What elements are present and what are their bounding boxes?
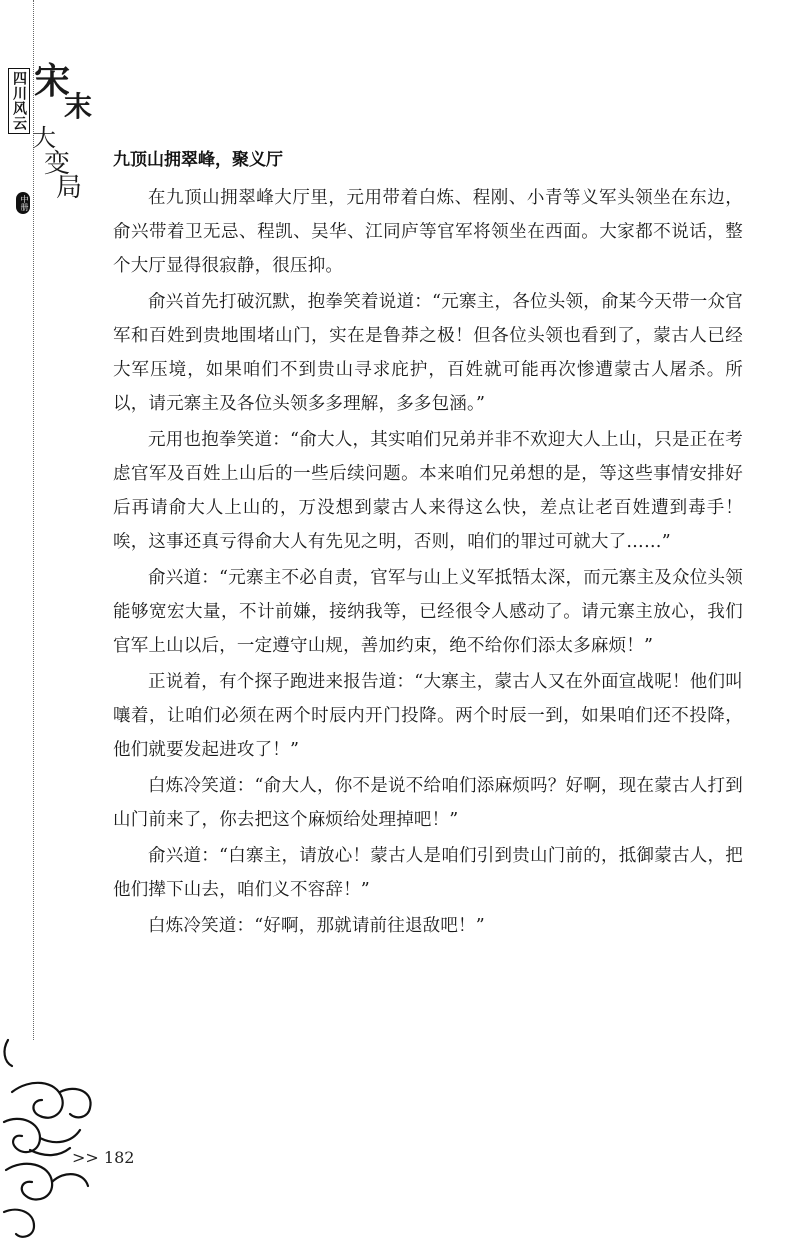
section-title: 九顶山拥翠峰，聚义厅 [113, 150, 283, 170]
paragraph-8: 白炼冷笑道：“好啊，那就请前往退敌吧！” [148, 916, 485, 936]
series-label: 四川风云 [8, 68, 30, 134]
paragraph-1: 在九顶山拥翠峰大厅里，元用带着白炼、程刚、小青等义军头领坐在东边，俞兴带着卫无忌、程凯、吴华、江同庐等官军将领坐在西面。大家都不说话，整个大厅显得很寂静，很压抑。 [113, 188, 743, 276]
volume-badge: 中册 [16, 192, 30, 214]
page-number: >> 182 [72, 1148, 135, 1167]
paragraph-3: 元用也抱拳笑道：“俞大人，其实咱们兄弟并非不欢迎大人上山，只是正在考虑官军及百姓上山后的一些后续问题。本来咱们兄弟想的是，等这些事情安排好后再请俞大人上山的，万没想到蒙古人来得这么快，差点让老百姓遭到毒手！唉，这事还真亏得俞大人有先见之明，否则，咱们的罪过可就大了……” [113, 430, 743, 552]
paragraph-4: 俞兴道：“元寨主不必自责，官军与山上义军抵牾太深，而元寨主及众位头领能够宽宏大量，不计前嫌，接纳我等，已经很令人感动了。请元寨主放心，我们官军上山以后，一定遵守山规，善加约束，绝不给你们添太多麻烦！” [113, 568, 743, 656]
paragraph-7: 俞兴道：“白寨主，请放心！蒙古人是咱们引到贵山门前的，抵御蒙古人，把他们撵下山去，咱们义不容辞！” [113, 846, 743, 900]
paragraph-6: 白炼冷笑道：“俞大人，你不是说不给咱们添麻烦吗？好啊，现在蒙古人打到山门前来了，你去把这个麻烦给处理掉吧！” [113, 776, 743, 830]
book-title-char-3: 大 [32, 124, 56, 152]
page-body [113, 143, 743, 945]
book-title-char-1: 宋 [34, 60, 71, 102]
cloud-ornament-icon [0, 1030, 110, 1249]
book-title-char-2: 末 [64, 90, 93, 123]
book-title-char-4: 变 [44, 149, 71, 179]
paragraph-5: 正说着，有个探子跑进来报告道：“大寨主，蒙古人又在外面宣战呢！他们叫嚷着，让咱们必须在两个时辰内开门投降。两个时辰一到，如果咱们还不投降，他们就要发起进攻了！” [113, 672, 743, 760]
book-brand-mark [6, 62, 96, 212]
paragraph-2: 俞兴首先打破沉默，抱拳笑着说道：“元寨主，各位头领，俞某今天带一众官军和百姓到贵地围堵山门，实在是鲁莽之极！但各位头领也看到了，蒙古人已经大军压境，如果咱们不到贵山寻求庇护，百姓就可能再次惨遭蒙古人屠杀。所以，请元寨主及各位头领多多理解，多多包涵。” [113, 292, 743, 414]
book-title-char-5: 局 [56, 173, 83, 203]
